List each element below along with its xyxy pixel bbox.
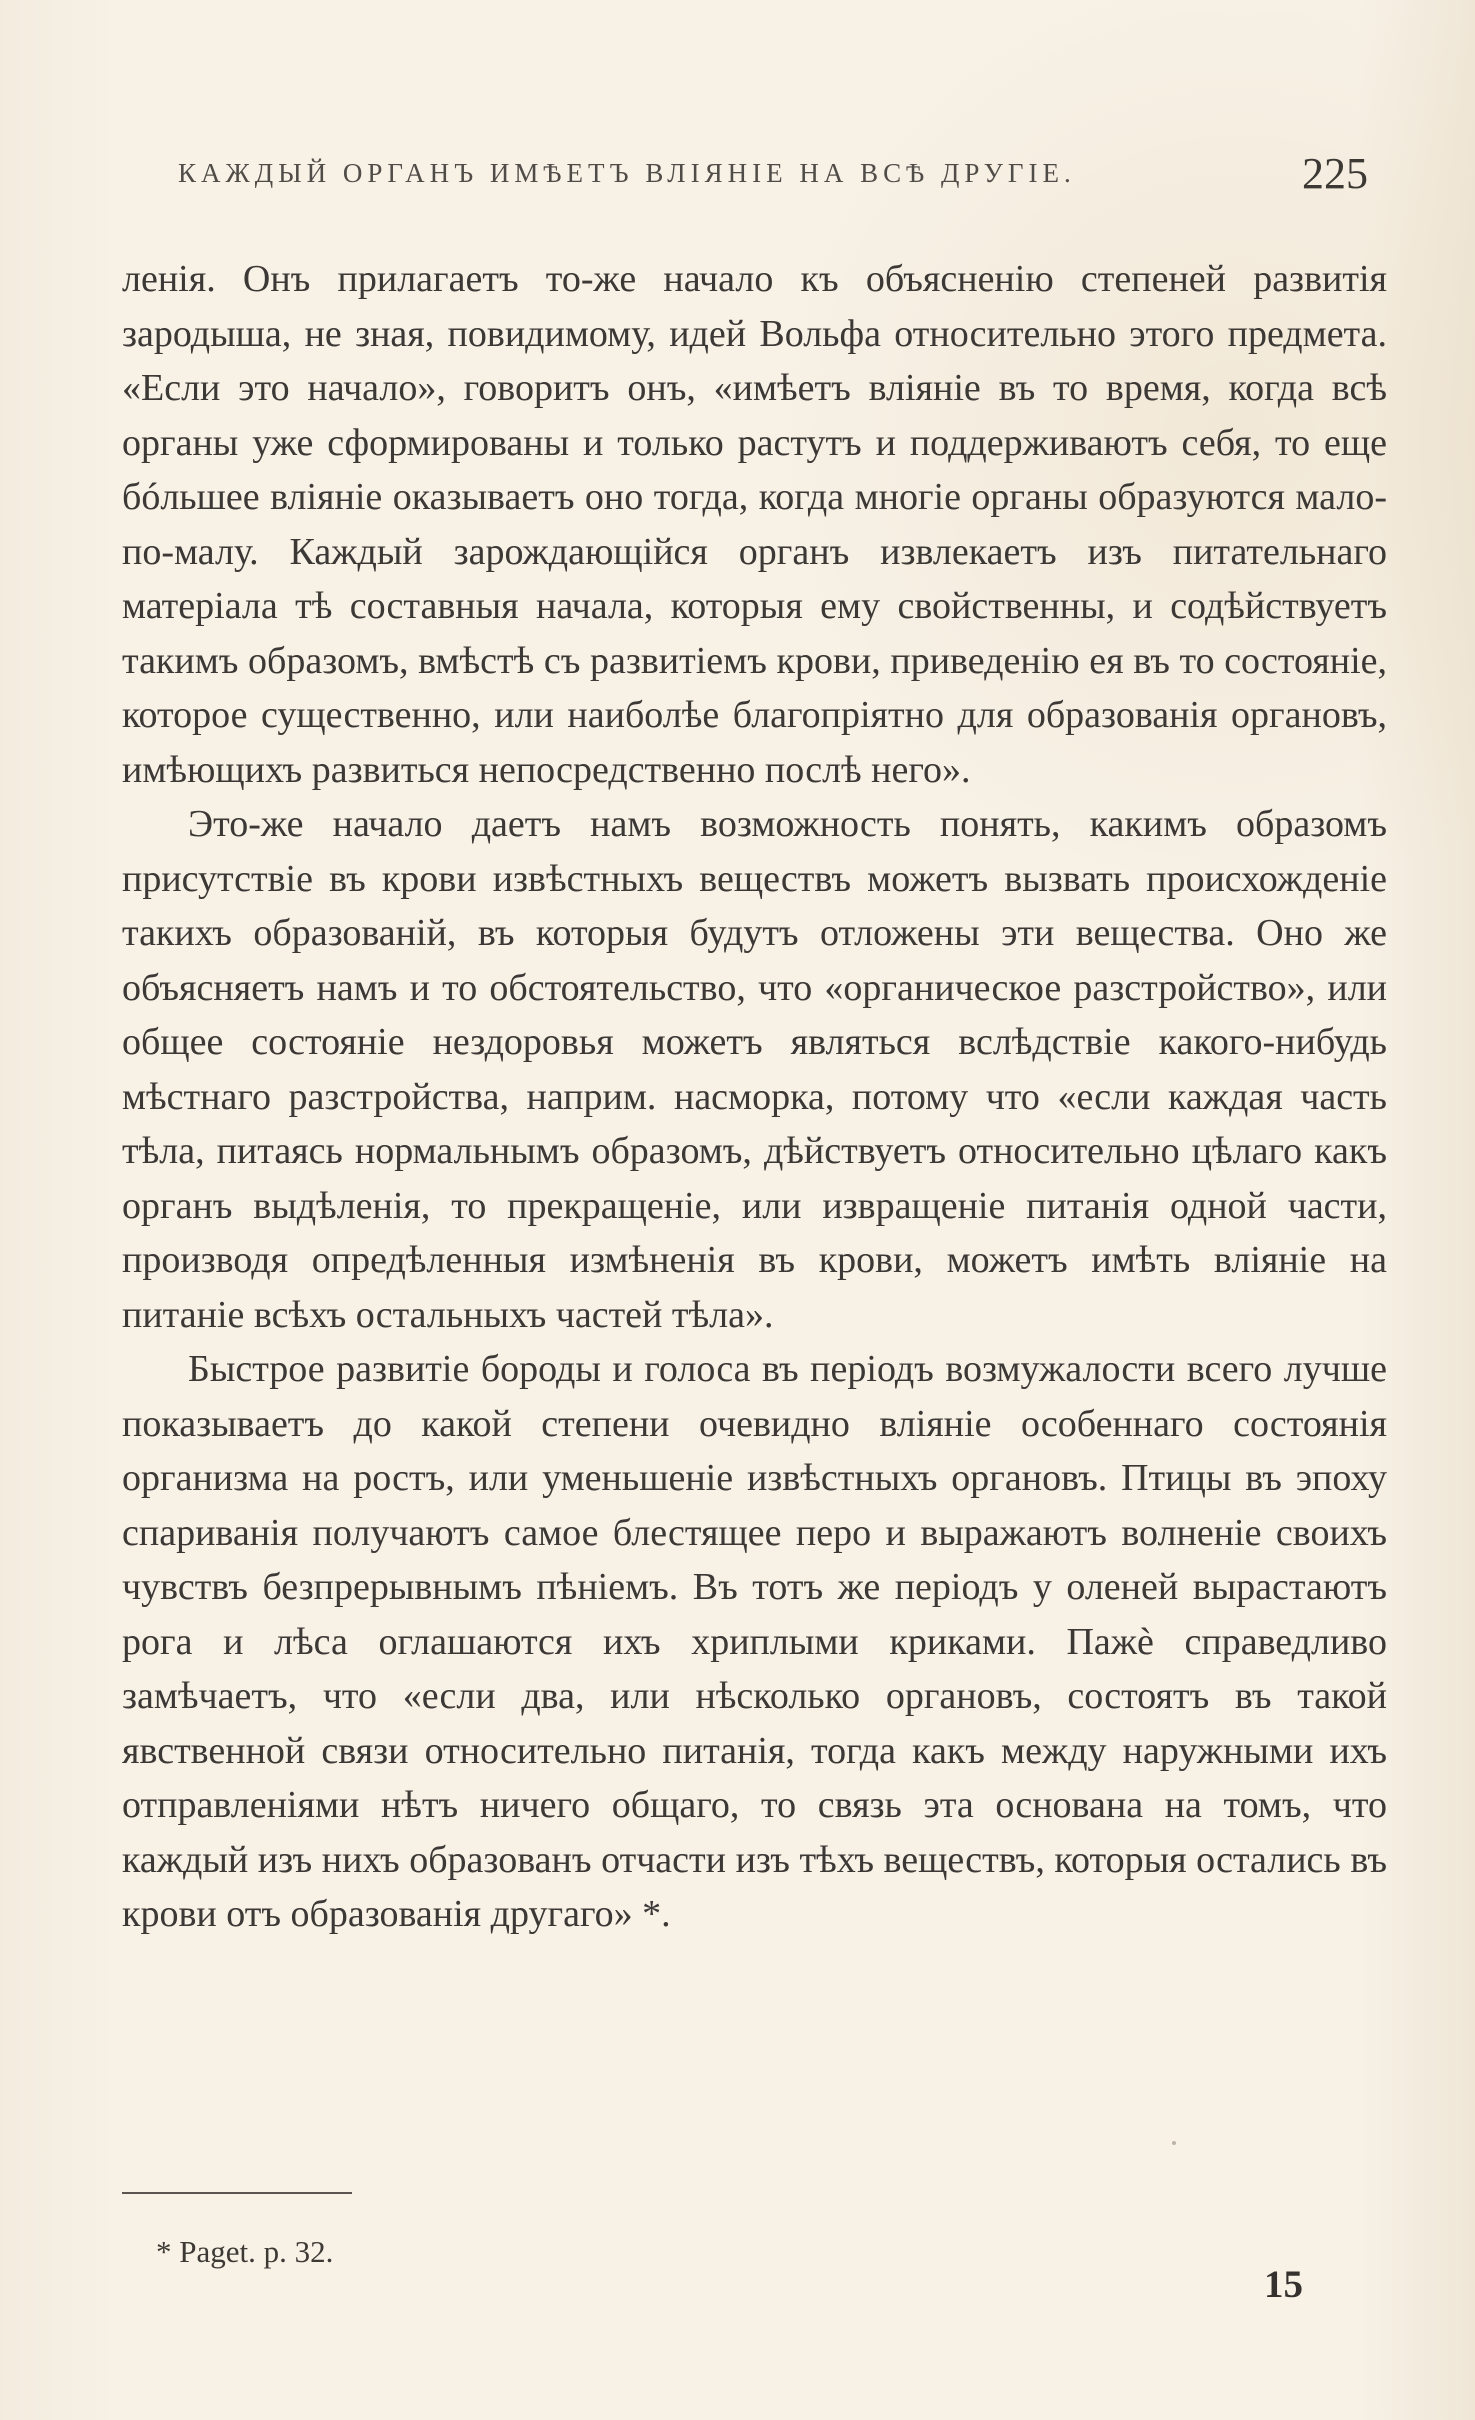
paper-speck bbox=[1172, 2141, 1176, 2145]
paragraph-1: ленія. Онъ прилагаетъ то-же начало къ объясненію степеней развитія зародыша, не зная, повидимому, идей Вольфа относительно этого предмета. «Если это начало», говоритъ онъ, «имѣетъ вліяніе въ то время, когда всѣ органы уже сформированы и только растутъ и поддерживаютъ себя, то еще бóльшее вліяніе оказываетъ оно тогда, когда многіе органы образуются мало-по-малу. Каждый зарождающійся органъ извлекаетъ изъ питательнаго матеріала тѣ составныя начала, которыя ему свойственны, и содѣйствуетъ такимъ образомъ, вмѣстѣ съ развитіемъ крови, приведенію ея въ то состояніе, которое существенно, или наиболѣе благопріятно для образованія органовъ, имѣющихъ развиться непосредственно послѣ него». bbox=[122, 258, 1387, 791]
running-title: КАЖДЫЙ ОРГАНЪ ИМѢЕТЪ ВЛІЯНІЕ НА ВСѢ ДРУГІЕ. bbox=[178, 158, 1076, 188]
printer-signature: 15 bbox=[1264, 2263, 1303, 2306]
footnote: * Paget. p. 32. bbox=[156, 2234, 334, 2269]
paragraph-3: Быстрое развитіе бороды и голоса въ періодъ возмужалости всего лучше показываетъ до какой степени очевидно вліяніе особеннаго состоянія организма на ростъ, или уменьшеніе извѣстныхъ органовъ. Птицы въ эпоху спариванія получаютъ самое блестящее перо и выражаютъ волненіе своихъ чувствъ безпрерывнымъ пѣніемъ. Въ тотъ же періодъ у оленей вырастаютъ рога и лѣса оглашаются ихъ хриплыми криками. Пажè справедливо замѣчаетъ, что «если два, или нѣсколько органовъ, состоятъ въ такой явственной связи относительно питанія, тогда какъ между наружными ихъ отправленіями нѣтъ ничего общаго, то связь эта основана на томъ, что каждый изъ нихъ образованъ отчасти изъ тѣхъ веществъ, которыя остались въ крови отъ образованія другаго» *. bbox=[122, 1348, 1387, 1935]
main-text bbox=[122, 252, 1387, 1942]
paragraph-2: Это-же начало даетъ намъ возможность понять, какимъ образомъ присутствіе въ крови извѣстныхъ веществъ можетъ вызвать происхожденіе такихъ образованій, въ которыя будутъ отложены эти вещества. Оно же объясняетъ намъ и то обстоятельство, что «органическое разстройство», или общее состояніе нездоровья можетъ являться вслѣдствіе какого-нибудь мѣстнаго разстройства, наприм. насморка, потому что «если каждая часть тѣла, питаясь нормальнымъ образомъ, дѣйствуетъ относительно цѣлаго какъ органъ выдѣленія, то прекращеніе, или извращеніе питанія одной части, производя опредѣленныя измѣненія въ крови, можетъ имѣть вліяніе на питаніе всѣхъ остальныхъ частей тѣла». bbox=[122, 803, 1387, 1336]
page-number: 225 bbox=[1302, 149, 1368, 198]
page-header bbox=[178, 148, 1368, 206]
footnote-rule bbox=[122, 2192, 352, 2194]
